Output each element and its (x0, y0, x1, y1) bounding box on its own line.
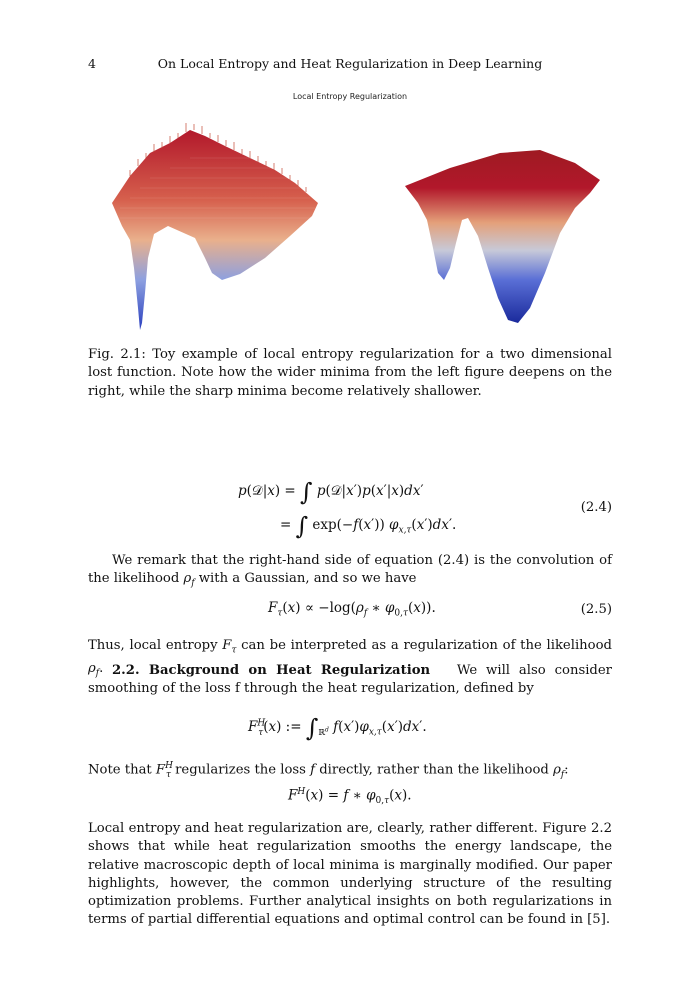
running-header (88, 56, 612, 74)
equation-2-4 (88, 472, 612, 542)
left-surface (112, 130, 318, 330)
equation-2-4-line1: p(𝒟|x) = ∫ p(𝒟|x′)p(x′|x)dx′ (238, 478, 424, 506)
left-surface-plot (112, 123, 318, 330)
figure-title: Local Entropy Regularization (292, 92, 408, 101)
page-number: 4 (88, 56, 96, 71)
section-text: We will also consider smoothing of the loss f through the heat regularization, defined by (88, 663, 612, 697)
paragraph: We remark that the right-hand side of equation (2.4) is the convolution of the likelihood $\rho_f$ with a Gaussian, and so we have (88, 553, 612, 589)
equation-number: (2.5) (580, 602, 612, 617)
equation-heat-body: $F^H_\tau(x)$ := $\int_{ℝ^d}$ $f(x')\varphi_{x,\tau}(x')dx'$. (248, 714, 427, 742)
equation-heat (88, 787, 612, 809)
equation-2-4-line2: = ∫ exp(−f(x′)) $\varphi_{x,\tau}(x')dx'$. (280, 512, 457, 540)
equation-2-5 (88, 600, 612, 622)
right-surface (405, 150, 600, 323)
equation-heat-definition (88, 708, 612, 748)
paragraph: Thus, local entropy $F_\tau$ can be interpreted as a regularization of the likelihood $\rho_f$. (88, 638, 612, 679)
equation-number: (2.4) (580, 500, 612, 515)
paragraph: Local entropy and heat regularization are, clearly, rather different. Figure 2.2 shows that while heat regularization smooths the energy landscape, the relative macroscopic depth of local minima is marginally modified. Our paper highlights, however, the common underlying structure of the resulting optimization problems. Further analytical insights on both regularizations in terms of partial differential equations and optimal control can be found in [5]. (88, 821, 612, 928)
figure-caption: Fig. 2.1: Toy example of local entropy regularization for a two dimensional lost function. Note how the wider minima from the left figure deepens on the right, while the sharp minima become relatively shallower. (88, 347, 612, 399)
equation-2-5-body: $F_\tau(x) \propto -\log(\rho_f$ ∗ $\varphi_{0,\tau}(x)$). (268, 600, 436, 619)
figure-surfaces (90, 108, 630, 343)
right-surface-plot (405, 150, 600, 323)
running-title: On Local Entropy and Heat Regularization in Deep Learning (157, 56, 543, 71)
paragraph: Note that $F^H_\tau$ regularizes the loss f directly, rather than the likelihood $\rho_f$: (88, 761, 569, 781)
section-heading: 2.2. Background on Heat Regularization (112, 663, 431, 678)
equation-heat-conv: $F^H(x) = f$ ∗ $\varphi_{0,\tau}(x)$. (288, 787, 412, 807)
section-paragraph (88, 662, 612, 699)
